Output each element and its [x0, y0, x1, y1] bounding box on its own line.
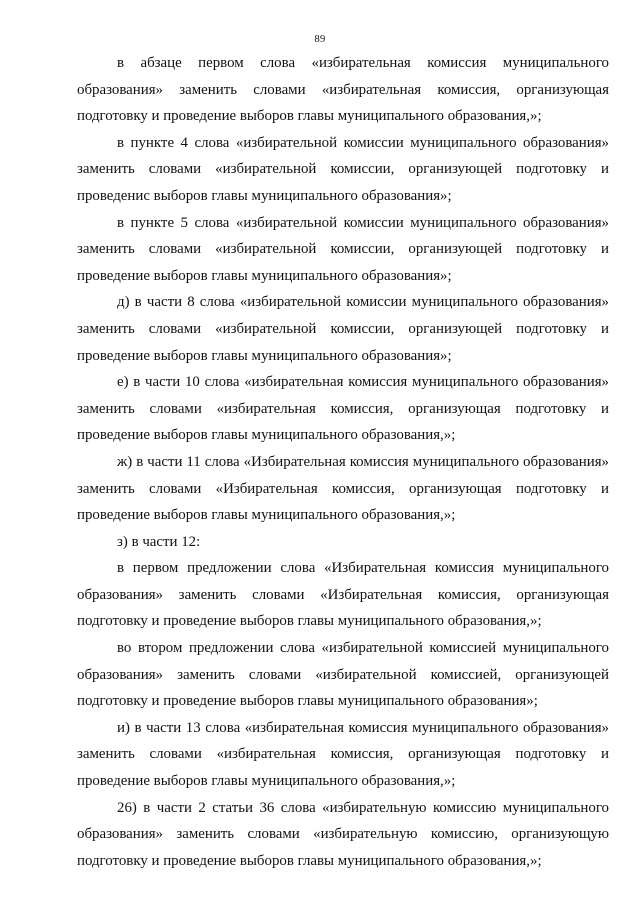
paragraph-6: ж) в части 11 слова «Избирательная комиссия муниципального образования» заменить словами «Избирательная комиссия, организующая подготовку и проведение выборов главы муниципального образования,»;	[77, 453, 609, 524]
paragraph-4: д) в части 8 слова «избирательной комиссии муниципального образования» заменить словами «избирательной комиссии, организующей подготовку и проведение выборов главы муниципального образования»;	[77, 294, 609, 364]
paragraph-11: 26) в части 2 статьи 36 слова «избирательную комиссию муниципального образования» заменить словами «избирательную комиссию, организующую подготовку и проведение выборов главы муниципального образования,»;	[77, 799, 609, 869]
paragraph-2: в пункте 4 слова «избирательной комиссии муниципального образования» заменить словами «избирательной комиссии, организующей подготовку и проведенис выборов главы муниципального образования»;	[77, 134, 609, 204]
paragraph-8: в первом предложении слова «Избирательная комиссия муниципального образования» заменить словами «Избирательная комиссия, организующая подготовку и проведение выборов главы муниципального образования,»;	[77, 560, 609, 630]
paragraph-1: в абзаце первом слова «избирательная комиссия муниципального образования» заменить словами «избирательная комиссия, организующая подготовку и проведение выборов главы муниципального образования,»;	[77, 55, 609, 125]
page-number: 89	[314, 34, 326, 45]
document-body	[77, 50, 609, 874]
paragraph-5: е) в части 10 слова «избирательная комиссия муниципального образования» заменить словами «избирательная комиссия, организующая подготовку и проведение выборов главы муниципального образования,»;	[77, 374, 609, 444]
paragraph-9: во втором предложении слова «избирательной комиссией муниципального образования» заменить словами «избирательной комиссией, организующей подготовку и проведение выборов главы муниципального образования»;	[77, 640, 609, 710]
paragraph-7: з) в части 12:	[117, 533, 201, 550]
paragraph-10: и) в части 13 слова «избирательная комиссия муниципального образования» заменить словами «избирательная комиссия, организующая подготовку и проведение выборов главы муниципального образования,»;	[77, 719, 609, 790]
paragraph-3: в пункте 5 слова «избирательной комиссии муниципального образования» заменить словами «избирательной комиссии, организующей подготовку и проведение выборов главы муниципального образования»;	[77, 214, 609, 284]
